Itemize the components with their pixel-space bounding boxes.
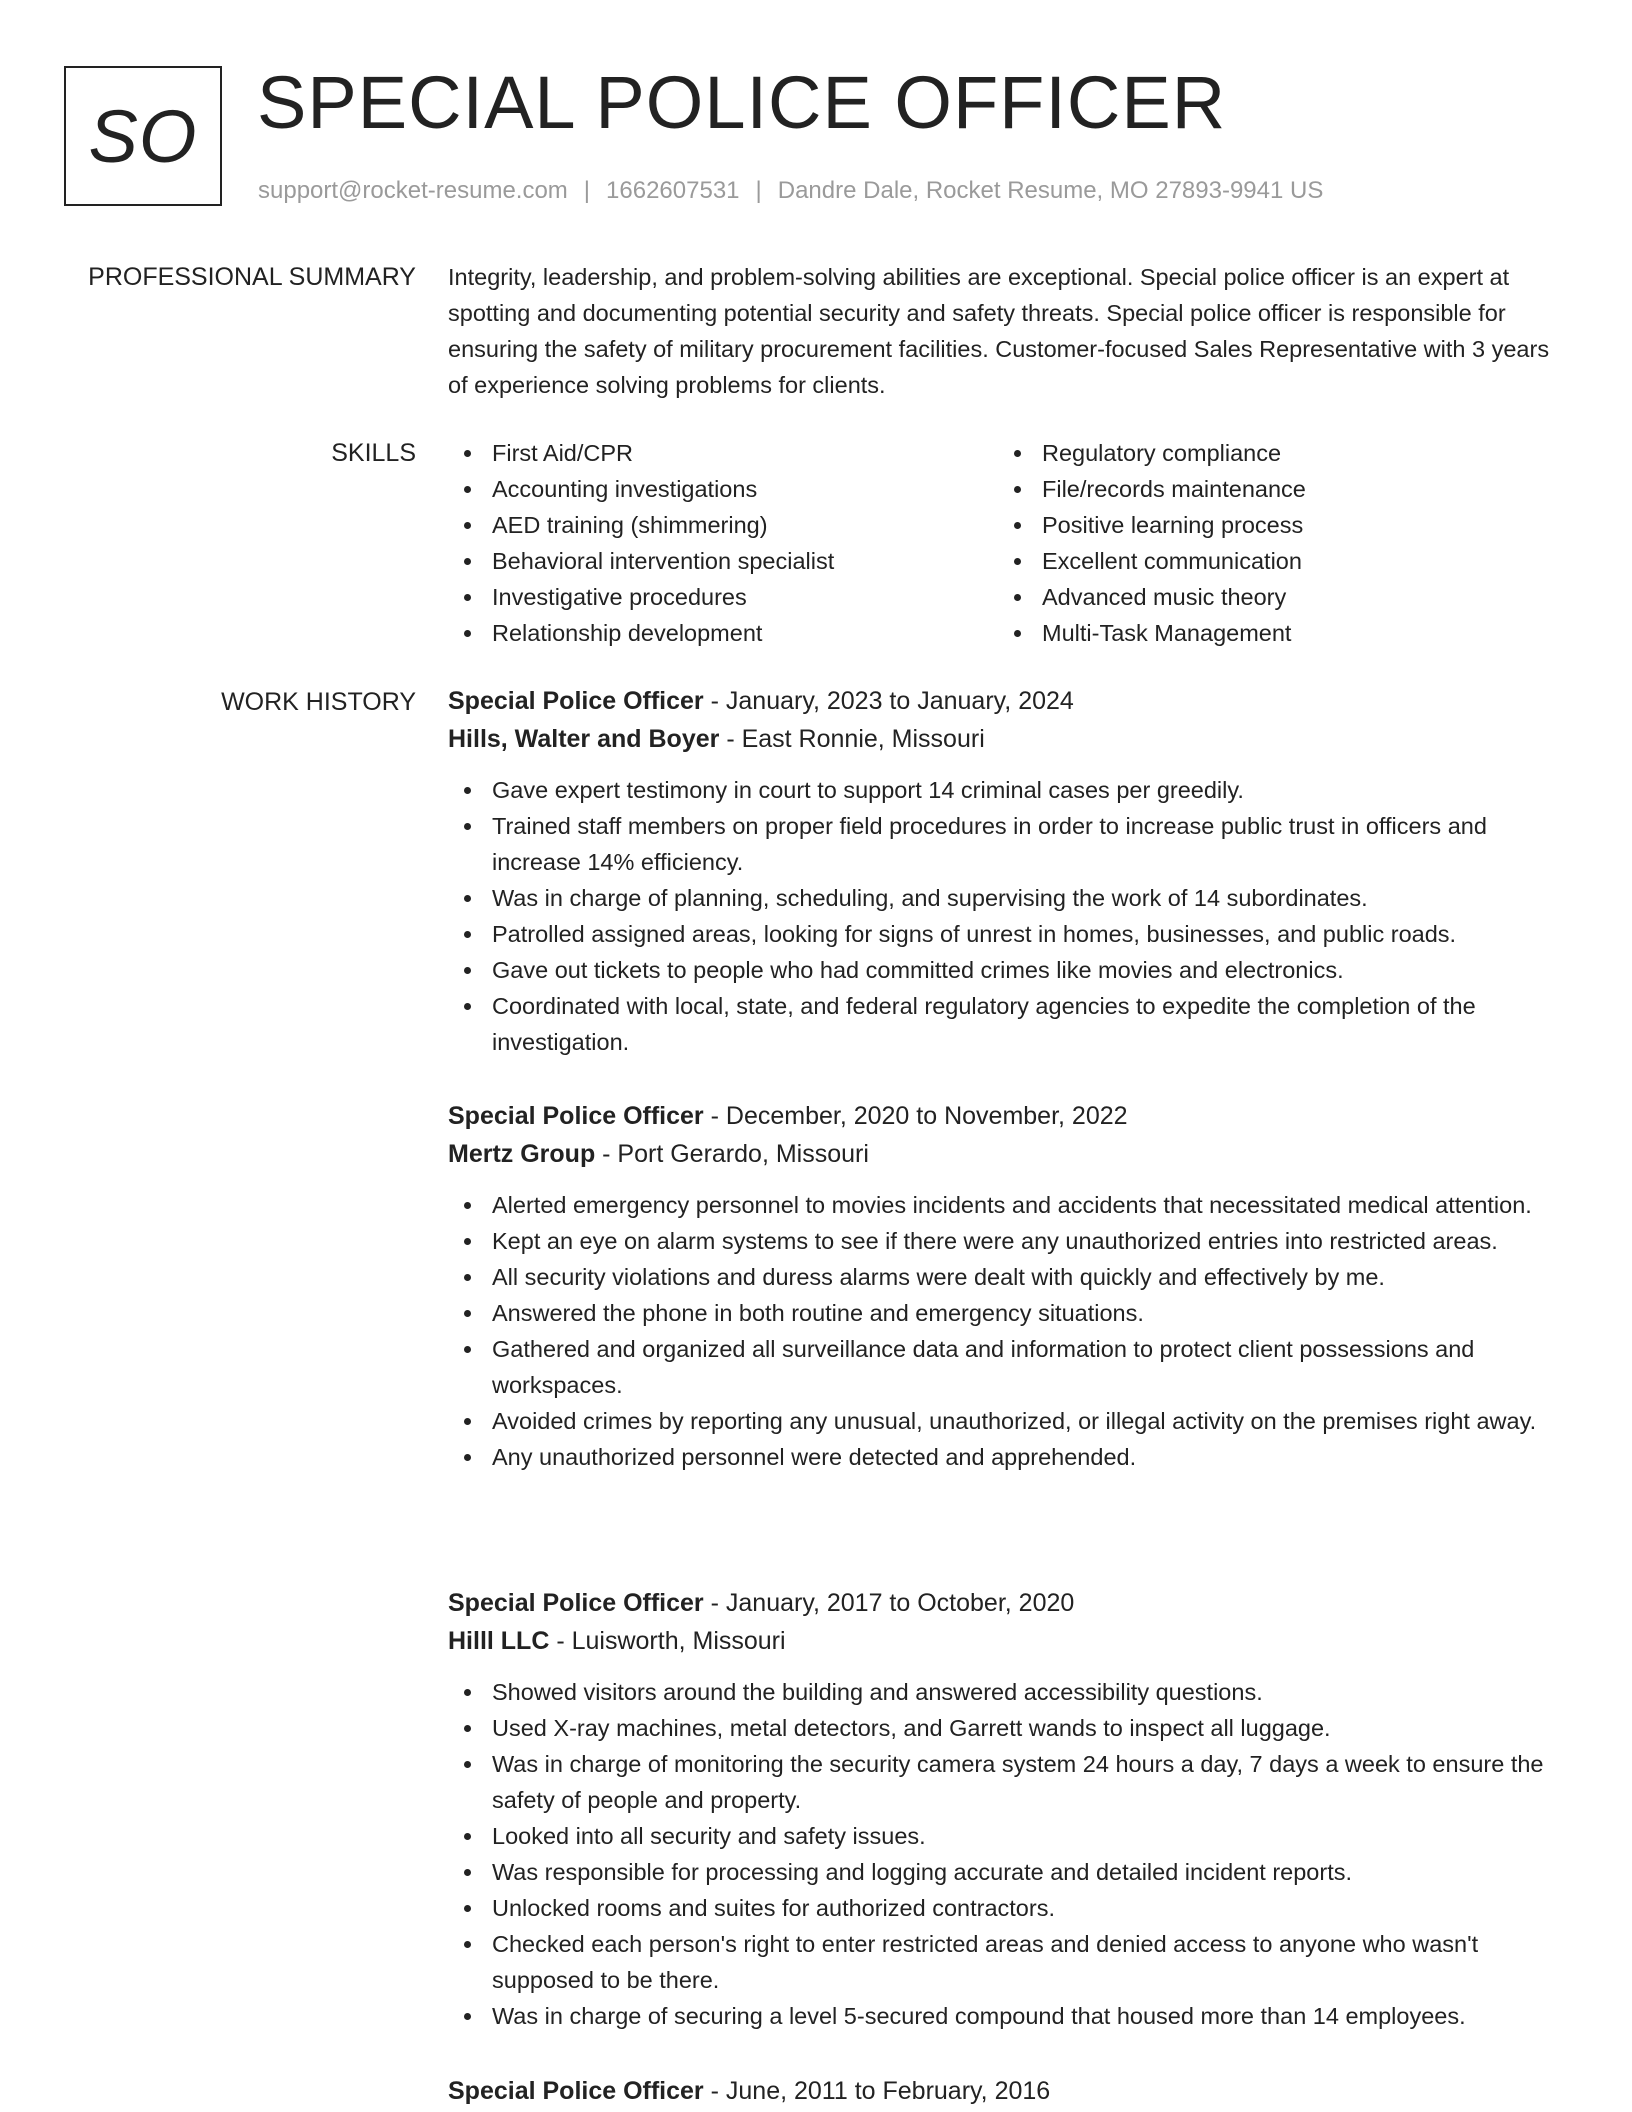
job-company-line [448, 1622, 1563, 1660]
skills-column-left [448, 435, 998, 651]
job-entry [448, 1097, 1563, 1475]
duty-item: Gave expert testimony in court to support 14 criminal cases per greedily. [448, 772, 1563, 808]
skill-item: Multi-Task Management [998, 615, 1306, 651]
job-duties [448, 1187, 1563, 1475]
duty-item: Gave out tickets to people who had committed crimes like movies and electronics. [448, 952, 1563, 988]
resume-title: SPECIAL POLICE OFFICER [257, 61, 1227, 144]
contact-email[interactable]: support@rocket-resume.com [258, 177, 568, 204]
skill-item: Behavioral intervention specialist [448, 543, 998, 579]
job-duties [448, 1674, 1563, 2034]
duty-item: Was in charge of planning, scheduling, and supervising the work of 14 subordinates. [448, 880, 1563, 916]
contact-line [258, 174, 1323, 208]
duty-item: Gathered and organized all surveillance data and information to protect client possessions and workspaces. [448, 1331, 1563, 1403]
job-dates: - January, 2023 to January, 2024 [703, 687, 1074, 715]
duty-item: Looked into all security and safety issues. [448, 1818, 1563, 1854]
contact-separator: | [755, 177, 762, 204]
duty-item: Kept an eye on alarm systems to see if there were any unauthorized entries into restricted areas. [448, 1223, 1563, 1259]
job-company: Hills, Walter and Boyer [448, 725, 720, 753]
work-history-heading: WORK HISTORY [221, 688, 416, 716]
skill-item: Regulatory compliance [998, 435, 1306, 471]
duty-item: Alerted emergency personnel to movies incidents and accidents that necessitated medical attention. [448, 1187, 1563, 1223]
summary-heading: PROFESSIONAL SUMMARY [88, 263, 416, 291]
duty-item: Avoided crimes by reporting any unusual, unauthorized, or illegal activity on the premises right away. [448, 1403, 1563, 1439]
job-title-line [448, 1097, 1563, 1135]
skill-item: AED training (shimmering) [448, 507, 998, 543]
contact-separator: | [583, 177, 591, 204]
job-title-line [448, 682, 1563, 720]
contact-phone[interactable]: 1662607531 [606, 177, 740, 204]
job-company: Hilll LLC [448, 1627, 550, 1655]
job-title: Special Police Officer [448, 1589, 704, 1617]
duty-item: Was in charge of monitoring the security camera system 24 hours a day, 7 days a week to ensure the safety of people and property. [448, 1746, 1563, 1818]
job-duties [448, 772, 1563, 1060]
job-entry [448, 682, 1563, 1060]
job-title: Special Police Officer [448, 687, 704, 715]
job-dates: - June, 2011 to February, 2016 [703, 2077, 1051, 2105]
monogram-initials: SO [88, 94, 198, 178]
job-company-line [448, 1135, 1563, 1173]
skill-item: Advanced music theory [998, 579, 1306, 615]
summary-text: Integrity, leadership, and problem-solving abilities are exceptional. Special police officer is an expert at spotting and documenting potential security and safety threats. Special police officer is responsible for ensuring the safety of military procurement facilities. Customer-focused Sales Representative with 3 years of experience solving problems for clients. [448, 264, 1550, 398]
job-entry [448, 2072, 1563, 2110]
skills-column-right [998, 435, 1306, 651]
skills-list [448, 435, 1563, 651]
duty-item: Used X-ray machines, metal detectors, and Garrett wands to inspect all luggage. [448, 1710, 1563, 1746]
duty-item: Patrolled assigned areas, looking for signs of unrest in homes, businesses, and public roads. [448, 916, 1563, 952]
job-dates: - January, 2017 to October, 2020 [703, 1589, 1075, 1617]
skill-item: Relationship development [448, 615, 998, 651]
job-title-line [448, 1584, 1563, 1622]
job-title: Special Police Officer [448, 1102, 704, 1130]
skill-item: Positive learning process [998, 507, 1306, 543]
duty-item: Coordinated with local, state, and federal regulatory agencies to expedite the completion of the investigation. [448, 988, 1563, 1060]
job-location: - Luisworth, Missouri [549, 1627, 786, 1655]
duty-item: Answered the phone in both routine and emergency situations. [448, 1295, 1563, 1331]
duty-item: Unlocked rooms and suites for authorized contractors. [448, 1890, 1563, 1926]
contact-address: Dandre Dale, Rocket Resume, MO 27893-9941 US [777, 177, 1324, 204]
job-company-line [448, 720, 1563, 758]
duty-item: Checked each person's right to enter restricted areas and denied access to anyone who wasn't supposed to be there. [448, 1926, 1563, 1998]
duty-item: Any unauthorized personnel were detected and apprehended. [448, 1439, 1563, 1475]
skills-heading: SKILLS [331, 439, 416, 467]
job-location: - Port Gerardo, Missouri [595, 1140, 869, 1168]
job-entry [448, 1584, 1563, 2034]
skill-item: First Aid/CPR [448, 435, 998, 471]
duty-item: Was responsible for processing and logging accurate and detailed incident reports. [448, 1854, 1563, 1890]
duty-item: Trained staff members on proper field procedures in order to increase public trust in officers and increase 14% efficiency. [448, 808, 1563, 880]
job-dates: - December, 2020 to November, 2022 [703, 1102, 1128, 1130]
duty-item: Showed visitors around the building and answered accessibility questions. [448, 1674, 1563, 1710]
job-location: - East Ronnie, Missouri [719, 725, 985, 753]
skill-item: Excellent communication [998, 543, 1306, 579]
skill-item: Accounting investigations [448, 471, 998, 507]
skill-item: File/records maintenance [998, 471, 1306, 507]
job-company: Mertz Group [448, 1140, 596, 1168]
duty-item: All security violations and duress alarms were dealt with quickly and effectively by me. [448, 1259, 1563, 1295]
duty-item: Was in charge of securing a level 5-secured compound that housed more than 14 employees. [448, 1998, 1563, 2034]
job-title: Special Police Officer [448, 2077, 704, 2105]
skill-item: Investigative procedures [448, 579, 998, 615]
job-title-line [448, 2072, 1563, 2110]
monogram-box [64, 66, 222, 206]
